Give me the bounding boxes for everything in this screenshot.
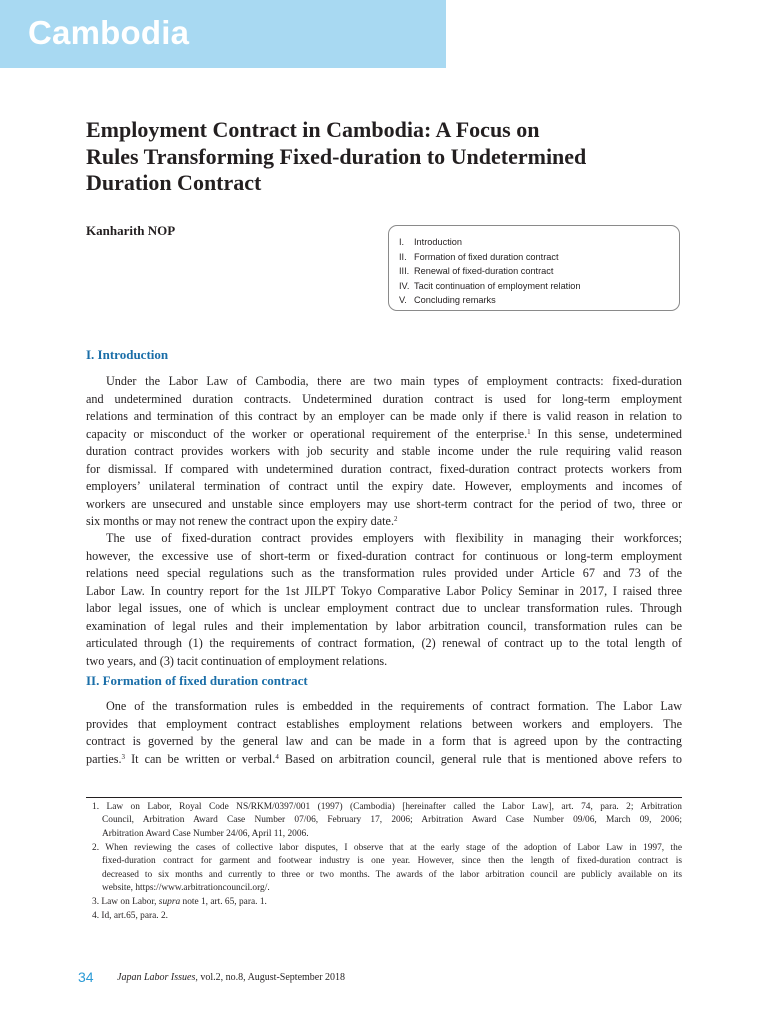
- text-run: In this sense, undetermined: [530, 426, 683, 441]
- footnote: [92, 842, 682, 895]
- text-run: note 1, art. 65, para. 1.: [180, 897, 267, 907]
- footnote-line: Arbitration Award Case Number 24/06, April 11, 2006.: [102, 828, 309, 839]
- text-line: Labor Law. In country report for the 1st JILPT Tokyo Comparative Labor Policy Seminar in 2017, I raised three: [86, 583, 682, 598]
- footnote-line: website, https://www.arbitrationcouncil.org/.: [102, 882, 270, 893]
- text-line: [86, 426, 682, 444]
- author-name: Kanharith NOP: [86, 223, 176, 238]
- text-run: It can be written or verbal.: [125, 751, 276, 766]
- footnote: [92, 801, 682, 841]
- text-line: for dismissal. If compared with undetermined duration contract, fixed-duration contract protects workers from: [86, 461, 682, 476]
- footnote-divider: [86, 797, 682, 798]
- journal-issue: , vol.2, no.8, August-September 2018: [195, 972, 346, 983]
- toc-label: Introduction: [414, 237, 463, 247]
- text-line: contract is governed by the general law and can be made in a form that is agreed upon by the contracting: [86, 734, 682, 748]
- toc-number: I.: [399, 237, 405, 247]
- text-line: Under the Labor Law of Cambodia, there are two main types of employment contracts: fixed-duration: [106, 374, 682, 388]
- section-heading-introduction: I. Introduction: [86, 347, 169, 362]
- footnote-line: 4. Id, art.65, para. 2.: [92, 911, 169, 921]
- text-line: examination of legal rules and their implementation by labor arbitration council, transformation rules can be: [86, 618, 682, 633]
- journal-citation: [117, 972, 345, 983]
- footnote-ref: 2: [394, 515, 398, 523]
- country-banner-text: Cambodia: [28, 14, 190, 51]
- footnote: [92, 910, 682, 923]
- toc-number: IV.: [399, 280, 410, 291]
- text-run: capacity or misconduct of the worker or operational requirement of the enterprise.: [86, 426, 528, 441]
- toc-label: Formation of fixed duration contract: [414, 251, 559, 262]
- text-line: relations need special regulations such as the transformation rules provided under Article 67 and 73 of the: [86, 566, 682, 580]
- text-line: [86, 751, 682, 769]
- toc-label: Renewal of fixed-duration contract: [414, 266, 554, 276]
- journal-name: Japan Labor Issues: [117, 972, 196, 983]
- country-banner: [0, 0, 446, 68]
- article-title: [86, 117, 726, 197]
- toc-item: [399, 279, 679, 294]
- text-line: One of the transformation rules is embedded in the requirements of contract formation. The Labor Law: [106, 699, 682, 713]
- toc-label: Concluding remarks: [414, 295, 496, 305]
- title-line: Employment Contract in Cambodia: A Focus on: [86, 117, 540, 142]
- text-line: articulated through (1) the requirements of contract formation, (2) renewal of contract up to the total length of: [86, 636, 682, 650]
- toc-item: [399, 250, 679, 265]
- text-run: 3. Law on Labor,: [92, 897, 159, 907]
- text-line: labor legal issues, one of which is unclear employment contract due to unclear transformation rules. Through: [86, 601, 682, 615]
- text-line: The use of fixed-duration contract provides employers with flexibility in managing their workforces;: [106, 531, 682, 545]
- paragraph: [86, 698, 682, 768]
- text-run: six months or may not renew the contract upon the expiry date.: [86, 514, 394, 528]
- toc-label: Tacit continuation of employment relation: [414, 280, 581, 291]
- title-line: Duration Contract: [86, 170, 262, 195]
- toc-number: V.: [399, 295, 407, 305]
- text-run: parties.: [86, 751, 122, 766]
- text-line: duration contract provides workers with job security and stable income under the rule requiring valid reason: [86, 444, 682, 458]
- footnote: [92, 896, 682, 909]
- footnote-line: 1. Law on Labor, Royal Code NS/RKM/0397/001 (1997) (Cambodia) [hereinafter called the Labor Law], art. 74, para. 2; Arbitration: [92, 802, 682, 812]
- toc-item: [399, 264, 679, 279]
- footnote-ref: 4: [275, 752, 279, 761]
- footnote-line: 2. When reviewing the cases of collective labor disputes, I observe that at the early stage of the adoption of Labor Law in 1997, the: [92, 843, 682, 853]
- section-heading-formation: II. Formation of fixed duration contract: [86, 673, 308, 688]
- footnote-line: Council, Arbitration Award Case Number 07/06, February 17, 2006; Arbitration Award Case Number 09/06, March 09, 2006;: [102, 815, 682, 826]
- text-line: provides that employment contract establishes employment relations between workers and employers. The: [86, 716, 682, 731]
- text-line: relations and termination of this contract by an employer can be made only if there is valid reason in relation to: [86, 409, 682, 423]
- footnote-ref: 3: [121, 752, 126, 761]
- text-run: Based on arbitration council, general rule that is mentioned above refers to: [278, 751, 682, 766]
- text-line: [86, 513, 682, 531]
- text-line: workers are unsecured and unstable since employers may use short-term contract for the period of two, three or: [86, 496, 682, 511]
- paragraph: [86, 373, 682, 531]
- text-line: two years, and (3) tacit continuation of employment relations.: [86, 653, 388, 668]
- toc-item: [399, 235, 679, 250]
- text-line: and undetermined duration contracts. Undetermined duration contract is used for long-term employment: [86, 391, 682, 406]
- footnote-ref: 1: [527, 427, 531, 436]
- paragraph: [86, 530, 682, 670]
- text-run-italic: supra: [158, 897, 181, 907]
- table-of-contents: [388, 225, 680, 311]
- title-line: Rules Transforming Fixed-duration to Undetermined: [86, 143, 587, 169]
- footnote-line: [92, 896, 682, 909]
- footnote-line: fixed-duration contract for garment and footwear industry is one year. However, since then the length of fixed-duration contract is: [102, 856, 682, 867]
- footnote-line: decreased to six months and currently to three or two months. The awards of the labor arbitration council are publicly available on its: [102, 869, 682, 880]
- text-line: employers’ unilateral termination of contract until the expiry date. However, employments and incomes of: [86, 479, 682, 493]
- text-line: however, the excessive use of short-term or fixed-duration contract for continuous or long-term employment: [86, 548, 682, 563]
- toc-number: III.: [399, 266, 410, 276]
- page-number: 34: [78, 969, 94, 985]
- toc-item: [399, 293, 679, 308]
- toc-number: II.: [399, 251, 407, 262]
